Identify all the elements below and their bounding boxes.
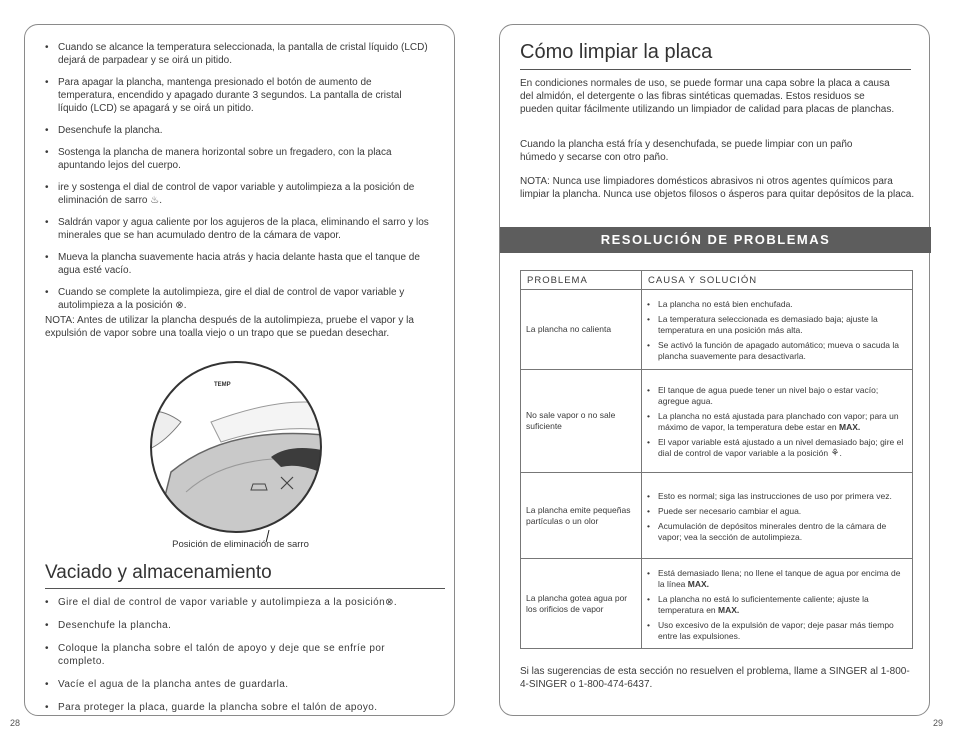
steam-max-icon: ⚘ bbox=[830, 448, 840, 459]
list-item: • Para apagar la plancha, mantenga presionado el botón de aumento de temperatura, encendido y apagado durante 3 segundos. La pantalla de cristal líquido (LCD) se apagará y se oirá un pitido. bbox=[25, 76, 430, 115]
cause-cell bbox=[642, 473, 913, 559]
list-item: • La temperatura seleccionada es demasiado baja; ajuste la temperatura en una posición más alta. bbox=[642, 314, 906, 336]
paragraph: En condiciones normales de uso, se puede formar una capa sobre la placa a causa del almidón, el detergente o las fibras sintéticas quemadas. Estos residuos se pueden quitar fácilmente utilizando un limpiador de calidad para placas de planchas. bbox=[520, 78, 895, 115]
troubleshooting-table bbox=[520, 270, 913, 649]
figure-caption: Posición de eliminación de sarro bbox=[172, 539, 309, 550]
list-item: • Sostenga la plancha de manera horizontal sobre un fregadero, con la placa apuntando lejos del cuerpo. bbox=[25, 146, 430, 172]
right-page bbox=[499, 24, 930, 716]
table-header-row bbox=[521, 271, 913, 290]
page-number-left: 28 bbox=[10, 718, 21, 728]
list-item: • ire y sostenga el dial de control de vapor variable y autolimpieza a la posición de eliminación de sarro ♨. bbox=[25, 181, 430, 207]
problem-cell: La plancha no calienta bbox=[521, 290, 642, 370]
list-item: • Está demasiado llena; no llene el tanque de agua por encima de la línea MAX. bbox=[642, 568, 906, 590]
column-header: PROBLEMA bbox=[521, 271, 642, 290]
figure-temp-label: TEMP bbox=[214, 382, 231, 388]
page-title: Cómo limpiar la placa bbox=[520, 41, 713, 63]
list-item: • La plancha no está lo suficientemente caliente; ajuste la temperatura en MAX. bbox=[642, 594, 906, 616]
cause-cell bbox=[642, 290, 913, 370]
no-steam-icon: ⊗ bbox=[175, 300, 184, 311]
list-item: • Cuando se alcance la temperatura seleccionada, la pantalla de cristal líquido (LCD) dejará de parpadear y se oirá un pitido. bbox=[25, 41, 430, 67]
list-item: • Desenchufe la plancha. bbox=[25, 619, 435, 632]
list-item: • Uso excesivo de la expulsión de vapor; deje pasar más tiempo entre las expulsiones. bbox=[642, 620, 906, 642]
list-item: • Saldrán vapor y agua caliente por los agujeros de la placa, eliminando el sarro y los minerales que se han acumulado dentro de la cámara de vapor. bbox=[25, 216, 430, 242]
problem-cell: La plancha emite pequeñas partículas o un olor bbox=[521, 473, 642, 559]
problem-cell: No sale vapor o no sale suficiente bbox=[521, 370, 642, 473]
cause-cell bbox=[642, 559, 913, 649]
list-item: • Para proteger la placa, guarde la plancha sobre el talón de apoyo. bbox=[25, 701, 435, 714]
iron-dial-illustration bbox=[141, 352, 331, 542]
list-item: • Se activó la función de apagado automático; mueva o sacuda la plancha suavemente para desactivarla. bbox=[642, 340, 906, 362]
list-item: • El vapor variable está ajustado a un nivel demasiado bajo; gire el dial de control de vapor variable a la posición ⚘. bbox=[642, 437, 906, 459]
left-note: NOTA: Antes de utilizar la plancha después de la autolimpieza, pruebe el vapor y la expulsión de vapor sobre una toalla viejo o un trapo que se puedan desechar. bbox=[45, 315, 414, 339]
problem-cell: La plancha gotea agua por los orificios de vapor bbox=[521, 559, 642, 649]
left-bullet-list-bottom bbox=[25, 596, 435, 714]
right-note: NOTA: Nunca use limpiadores domésticos abrasivos ni otros agentes químicos para limpiar la plancha. Nunca use objetos filosos o ásperos para quitar depósitos de la placa. bbox=[520, 176, 915, 200]
section-rule bbox=[45, 588, 445, 589]
section-title-vaciado: Vaciado y almacenamiento bbox=[45, 562, 272, 583]
list-item: • Cuando se complete la autolimpieza, gire el dial de control de vapor variable y autolimpieza a la posición ⊗. bbox=[25, 286, 430, 312]
paragraph: Cuando la plancha está fría y desenchufada, se puede limpiar con un paño húmedo y secarse con otro paño. bbox=[520, 139, 853, 163]
list-item: • Mueva la plancha suavemente hacia atrás y hacia delante hasta que el tanque de agua esté vacío. bbox=[25, 251, 430, 277]
list-item: • La plancha no está ajustada para planchado con vapor; para un máximo de vapor, la temperatura debe estar en MAX. bbox=[642, 411, 906, 433]
title-rule bbox=[520, 69, 911, 70]
troubleshooting-band: RESOLUCIÓN DE PROBLEMAS bbox=[500, 227, 931, 253]
column-header: CAUSA Y SOLUCIÓN bbox=[642, 271, 913, 290]
table-row bbox=[521, 473, 913, 559]
list-item: • Gire el dial de control de vapor variable y autolimpieza a la posición⊗. bbox=[25, 596, 435, 609]
list-item: • El tanque de agua puede tener un nivel bajo o estar vacío; agregue agua. bbox=[642, 385, 906, 407]
list-item: • Desenchufe la plancha. bbox=[25, 124, 430, 137]
table-row bbox=[521, 559, 913, 649]
list-item: • Vacíe el agua de la plancha antes de guardarla. bbox=[25, 678, 435, 691]
list-item: • Acumulación de depósitos minerales dentro de la cámara de vapor; vea la sección de autolimpieza. bbox=[642, 521, 906, 543]
list-item: • Puede ser necesario cambiar el agua. bbox=[642, 506, 906, 517]
no-steam-icon: ⊗ bbox=[385, 597, 394, 608]
table-row bbox=[521, 370, 913, 473]
left-bullet-list-top bbox=[25, 41, 430, 312]
list-item: • Coloque la plancha sobre el talón de apoyo y deje que se enfríe por completo. bbox=[25, 642, 435, 668]
descale-icon: ♨ bbox=[150, 195, 160, 206]
list-item: • Esto es normal; siga las instrucciones de uso por primera vez. bbox=[642, 491, 906, 502]
left-page bbox=[24, 24, 455, 716]
footer-text: Si las sugerencias de esta sección no resuelven el problema, llame a SINGER al 1-800-4-SINGER o 1-800-474-6437. bbox=[520, 666, 910, 690]
page-number-right: 29 bbox=[933, 718, 944, 728]
list-item: • La plancha no está bien enchufada. bbox=[642, 299, 906, 310]
table-row bbox=[521, 290, 913, 370]
cause-cell bbox=[642, 370, 913, 473]
